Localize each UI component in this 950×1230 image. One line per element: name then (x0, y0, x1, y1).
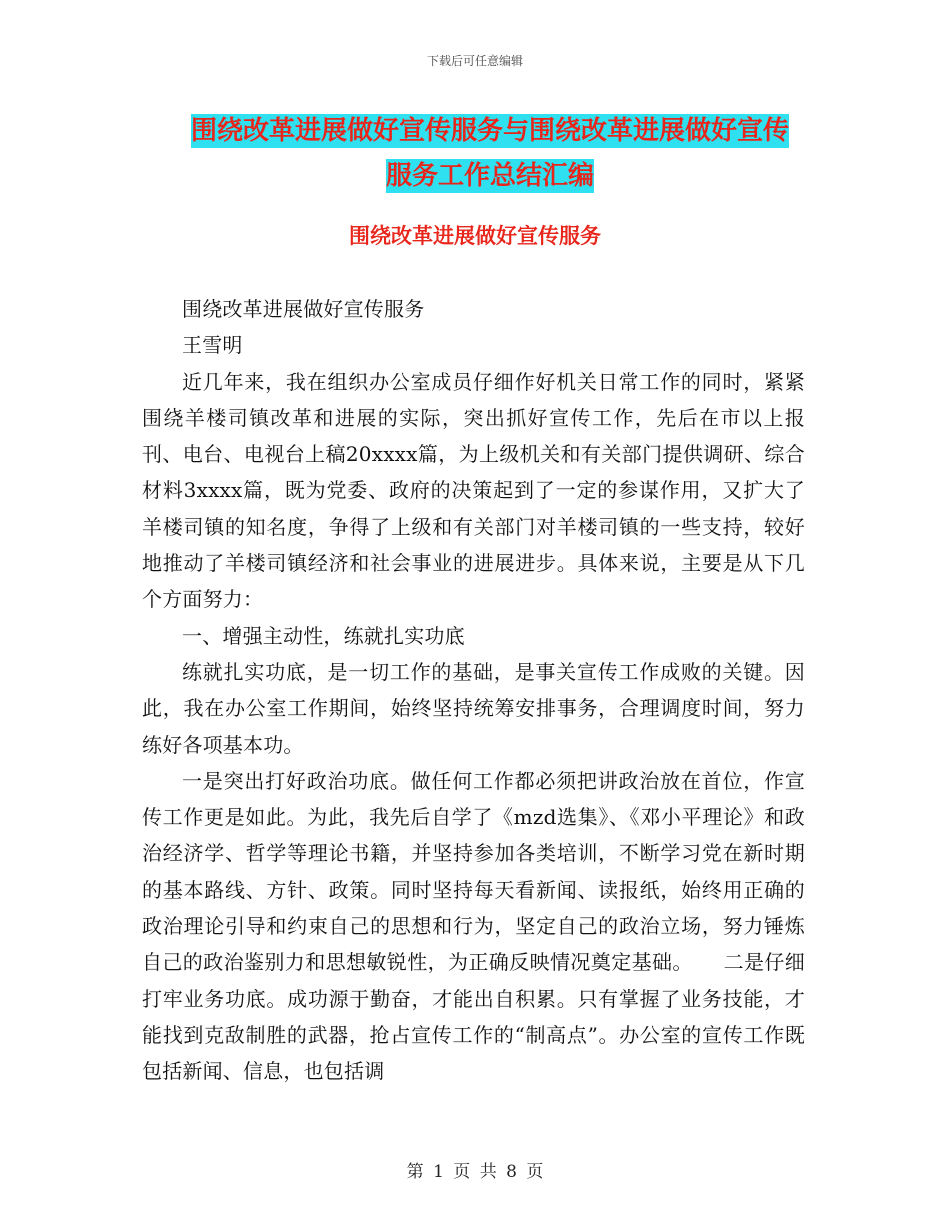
paragraph: 近几年来，我在组织办公室成员仔细作好机关日常工作的同时，紧紧围绕羊楼司镇改革和进展的实际，突出抓好宣传工作，先后在市以上报刊、电台、电视台上稿20xxxx篇，为上级机关和有关部门提供调研、综合材料3xxxx篇，既为党委、政府的决策起到了一定的参谋作用，又扩大了羊楼司镇的知名度，争得了上级和有关部门对羊楼司镇的一些支持，较好地推动了羊楼司镇经济和社会事业的进展进步。具体来说，主要是从下几个方面努力： (142, 369, 805, 612)
document-title-line-1 (130, 108, 850, 154)
section-title: 围绕改革进展做好宣传服务 (349, 224, 601, 248)
body-text (142, 291, 805, 1090)
paragraph: 围绕改革进展做好宣传服务 (182, 297, 425, 321)
section-heading: 一、增强主动性，练就扎实功底 (182, 623, 465, 648)
document-title-line-2 (130, 153, 850, 199)
title-highlight: 围绕改革进展做好宣传服务与围绕改革进展做好宣传 (190, 116, 789, 146)
title-highlight: 服务工作总结汇编 (385, 161, 594, 191)
page-header: 下载后可任意编辑 (426, 54, 523, 68)
author: 王雪明 (182, 333, 243, 358)
paragraph: 练就扎实功底，是一切工作的基础，是事关宣传工作成败的关键。因此，我在办公室工作期间，始终坚持统筹安排事务，合理调度时间，努力练好各项基本功。 (142, 659, 805, 757)
page-footer: 第 1 页 共 8 页 (406, 1162, 544, 1182)
paragraph: 一是突出打好政治功底。做任何工作都必须把讲政治放在首位，作宣传工作更是如此。为此，我先后自学了《mzd选集》、《邓小平理论》和政治经济学、哲学等理论书籍，并坚持参加各类培训，不断学习党在新时期的基本路线、方针、政策。同时坚持每天看新闻、读报纸，始终用正确的政治理论引导和约束自己的思想和行为，坚定自己的政治立场，努力锤炼自己的政治鉴别力和思想敏锐性，为正确反映情况奠定基础。 二是仔细打牢业务功底。成功源于勤奋，才能出自积累。只有掌握了业务技能，才能找到克敌制胜的武器，抢占宣传工作的“制高点”。办公室的宣传工作既包括新闻、信息，也包括调 (142, 768, 805, 1084)
